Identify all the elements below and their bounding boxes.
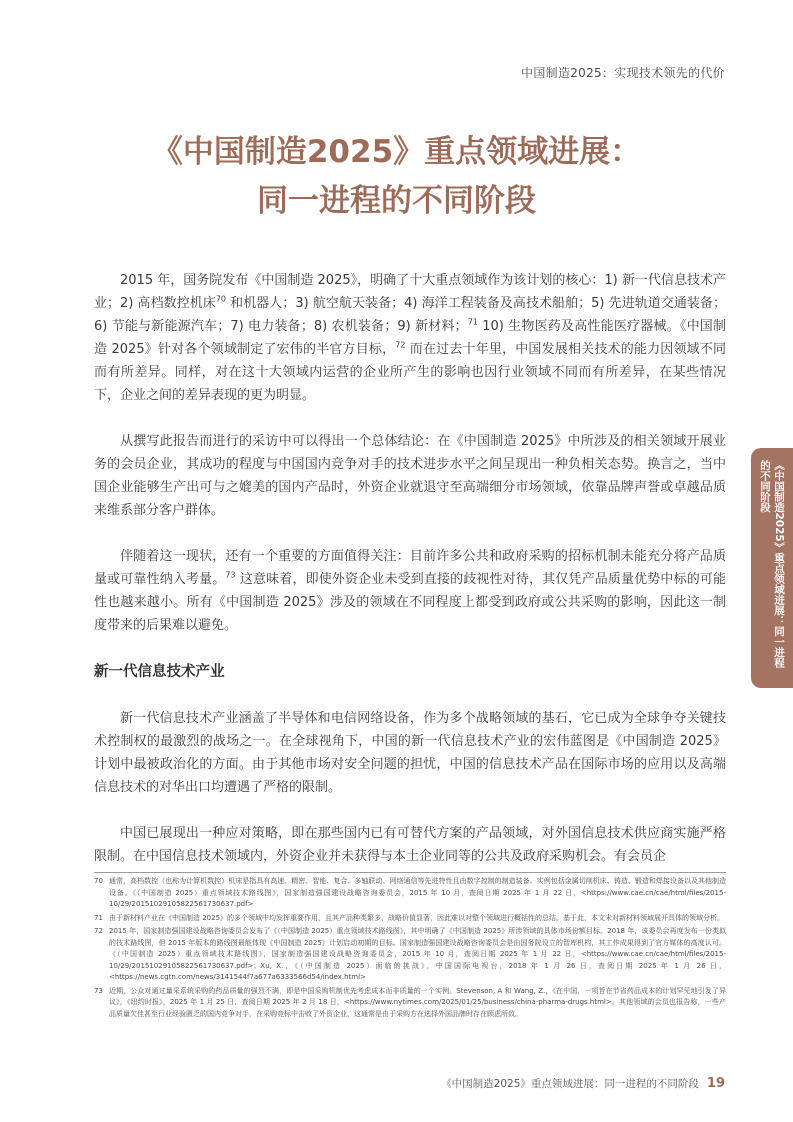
page-footer (441, 1076, 725, 1091)
footnote-72 (94, 926, 726, 984)
paragraph-3-text-b: 这意味着，即使外资企业未受到直接的歧视性对待，其仅凭产品质量优势中标的可能性也越来越小。所有《中国制造 2025》涉及的领域在不同程度上都受到政府或公共采购的影响，因此这一制度带来的后果难以避免。 (94, 572, 726, 633)
running-header: 中国制造2025：实现技术领先的代价 (521, 66, 725, 80)
footnote-number: 70 (94, 877, 103, 885)
footnotes (94, 876, 726, 1022)
footnote-71 (94, 913, 726, 925)
paragraph-1-text-b: 和机器人；3) 航空航天装备；4) 海洋工程装备及高技术船舶；5) 先进轨道交通装备；6) 节能与新能源汽车；7) 电力装备；8) 农机装备；9) 新材料； (94, 296, 726, 334)
page-title (0, 128, 793, 226)
footnote-ref-70: 70 (215, 294, 226, 304)
footnote-text: 由于新材料产业在《中国制造 2025》的多个领域中均发挥重要作用，且其产品种类繁多、战略价值显著，因此难以对整个领域进行概括性的总结。基于此，本文未对新材料领域展开具体的领域分析。 (109, 913, 725, 922)
paragraph-3 (94, 545, 726, 637)
footnote-text: 近期，公众对通过量采系统采购的药品质量的强烈不满，即是中国采购机制优先考虑成本而非质量的一个实例。Stevenson, A 和 Wang, Z.，《在中国，一项旨在节省药品成本的计划罕见地引发了异议》，《纽约时报》，2025 年 1 月 25 日，查阅日期 2025 年 2 月 18 日，<https://www.nytimes.com/2025/01/25/business/china-pharma-drugs.html>。其他领域的会员也报告称，一些产品质量欠佳甚至行业经验匮乏的国内竞争对手，在采购竞标中击败了外资企业，这通常是由于采购方在选择外国品牌时存在顾虑所致。 (109, 986, 726, 1018)
footnote-70 (94, 876, 726, 911)
footnote-text: 通常，高档数控（也称为计算机数控）机床是指具有高速、精密、智能、复合、多轴联动、网络通信等先进特性且由数字控制的制造装备。实例包括金属切削机床、铸造、锻造和焊接设备以及其他制造设备。《（中国制造 2025）重点领域技术路线图》，国家制造强国建设战略咨询委员会，2015 年 10 月，查阅日期 2025 年 1 月 22 日，<https://www.cae.cn/cae/html/files/2015-10/29/20151029105822561730637.pdf> (109, 877, 726, 908)
paragraph-1 (94, 269, 726, 407)
footnote-ref-72: 72 (395, 340, 406, 350)
footnote-number: 73 (94, 986, 103, 995)
footnote-ref-73: 73 (225, 570, 236, 580)
section-paragraph-1: 新一代信息技术产业涵盖了半导体和电信网络设备，作为多个战略领域的基石，它已成为全球争夺关键技术控制权的最激烈的战场之一。在全球视角下，中国的新一代信息技术产业的宏伟蓝图是《中国制造 2025》计划中最被政治化的方面。由于其他市场对安全问题的担忧，中国的信息技术产品在国际市场的应用以及高端信息技术的对华出口均遭遇了严格的限制。 (94, 711, 726, 795)
page-number: 19 (706, 1076, 725, 1091)
section-heading: 新一代信息技术产业 (94, 664, 225, 680)
footer-text: 《中国制造2025》重点领域进展：同一进程的不同阶段 (441, 1078, 699, 1090)
paragraph-1-text-d: 而在过去十年里，中国发展相关技术的能力因领域不同而有所差异。同样，对在这十大领域内运营的企业所产生的影响也因行业领域不同而有所差异，在某些情况下，企业之间的差异表现的更为明显。 (94, 342, 726, 403)
paragraph-1-text-a: 2015 年，国务院发布《中国制造 2025》，明确了十大重点领域作为该计划的核心：1) 新一代信息技术产业；2) 高档数控机床 (94, 273, 726, 311)
footnote-text: 2015 年，国家制造强国建设战略咨询委员会发布了《（中国制造 2025）重点领域技术路线图》，其中明确了《中国制造 2025》所涉领域的具体市场份额目标。2018 年，该委员会再度发布一份类似的技术路线图，但 2015 年版本的路线图最能体现《中国制造 2025》计划启动初期的目标。国家制造强国建设战略咨询委员会是由国务院设立的智库机构，其工作成果得到了官方媒体的高度认可。《（中国制造 2025）重点领域技术路线图》，国家制造强国建设战略咨询委员会，2015 年 10 月，查阅日期 2025 年 1 月 22 日，<https://www.cae.cn/cae/html/files/2015-10/29/20151029105822561730637.pdf>；Xu, X.，《（中国制造 2025）面临的挑战》，中国国际电视台，2018 年 1 月 26 日，查阅日期 2025 年 1 月 26 日，<https://news.cgtn.com/news/3141544f7a677a6333566d54/index.html> (109, 927, 726, 981)
side-tab-label: 《中国制造2025》重点领域进展：同一进程的不同阶段 (759, 460, 785, 668)
footnote-number: 72 (94, 927, 103, 935)
footnote-divider (94, 872, 726, 873)
footnote-ref-71: 71 (467, 317, 478, 327)
footnote-73 (94, 986, 726, 1021)
paragraph-2 (94, 430, 726, 522)
title-line-2: 同一进程的不同阶段 (257, 183, 536, 219)
paragraph-2-text: 从撰写此报告而进行的采访中可以得出一个总体结论：在《中国制造 2025》中所涉及的相关领域开展业务的会员企业，其成功的程度与中国国内竞争对手的技术进步水平之间呈现出一种负相关态势。换言之，当中国企业能够生产出可与之媲美的国内产品时，外资企业就退守至高端细分市场领域，依靠品牌声誉或卓越品质来维系部分客户群体。 (94, 434, 726, 518)
title-line-1: 《中国制造2025》重点领域进展： (151, 134, 642, 170)
paragraph-3-text-a: 伴随着这一现状，还有一个重要的方面值得关注：目前许多公共和政府采购的招标机制未能充分将产品质量或可靠性纳入考量。 (94, 549, 726, 587)
side-section-tab[interactable] (751, 448, 793, 688)
paragraph-1-text-c: 10) 生物医药及高性能医疗器械。《中国制造 2025》针对各个领域制定了宏伟的半官方目标， (94, 319, 726, 357)
section-paragraph-2: 中国已展现出一种应对策略，即在那些国内已有可替代方案的产品领域，对外国信息技术供应商实施严格限制。在中国信息技术领域内，外资企业并未获得与本土企业同等的公共及政府采购机会。有会员企 (94, 826, 726, 864)
body-text (94, 269, 726, 891)
footnote-number: 71 (94, 913, 103, 922)
